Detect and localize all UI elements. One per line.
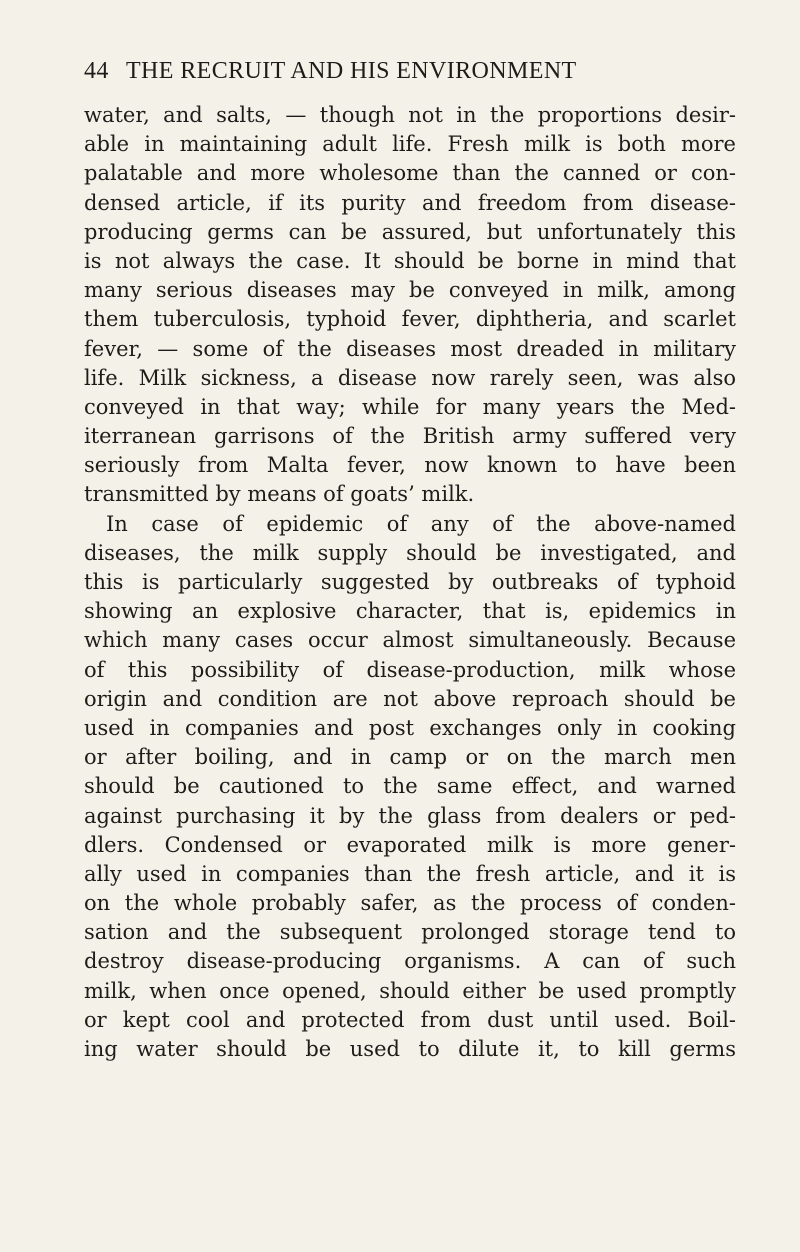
text-line: palatable and more wholesome than the canned or con- [84,161,736,186]
text-line: seriously from Malta fever, now known to have been [84,453,736,478]
text-line: should be cautioned to the same effect, and warned [84,774,736,799]
text-line: conveyed in that way; while for many years the Med- [84,394,736,419]
body-text [84,101,736,1064]
text-line: used in companies and post exchanges only in cooking [84,715,736,740]
text-line: ally used in companies than the fresh article, and it is [84,861,736,886]
text-line: densed article, if its purity and freedom from disease- [84,190,736,215]
text-line: ing water should be used to dilute it, to kill germs [84,1037,736,1061]
text-line: of this possibility of disease-production, milk whose [84,657,736,682]
text-line: on the whole probably safer, as the process of conden- [84,891,736,916]
text-line: iterranean garrisons of the British army suffered very [84,424,736,449]
text-line: diseases, the milk supply should be investigated, and [84,540,736,565]
text-line: able in maintaining adult life. Fresh milk is both more [84,132,736,157]
paragraph-start-line: In case of epidemic of any of the above-named [106,511,736,536]
text-line: is not always the case. It should be borne in mind that [84,248,736,273]
text-line: against purchasing it by the glass from dealers or ped- [84,803,736,828]
text-line: destroy disease-producing organisms. A can of such [84,949,736,974]
running-title: THE RECRUIT AND HIS ENVIRONMENT [126,58,577,84]
text-line: milk, when once opened, should either be used promptly [84,978,736,1003]
text-line: producing germs can be assured, but unfortunately this [84,219,736,244]
text-line: life. Milk sickness, a disease now rarely seen, was also [84,365,736,390]
text-line: or kept cool and protected from dust until used. Boil- [84,1007,736,1032]
paragraph-end-line: transmitted by means of goats’ milk. [84,482,475,507]
text-line: sation and the subsequent prolonged storage tend to [84,920,736,945]
text-line: or after boiling, and in camp or on the march men [84,745,736,770]
running-head [84,58,734,88]
text-line: this is particularly suggested by outbreaks of typhoid [84,570,736,594]
text-line: showing an explosive character, that is, epidemics in [84,599,736,624]
text-line: them tuberculosis, typhoid fever, diphtheria, and scarlet [84,307,736,332]
text-line: which many cases occur almost simultaneously. Because [84,628,736,653]
text-line: fever, — some of the diseases most dreaded in military [84,336,736,361]
text-line: many serious diseases may be conveyed in milk, among [84,278,736,303]
text-line: origin and condition are not above reproach should be [84,686,736,711]
text-line: dlers. Condensed or evaporated milk is more gener- [84,832,736,857]
text-line: water, and salts, — though not in the proportions desir- [84,103,736,127]
page-number: 44 [84,58,109,84]
